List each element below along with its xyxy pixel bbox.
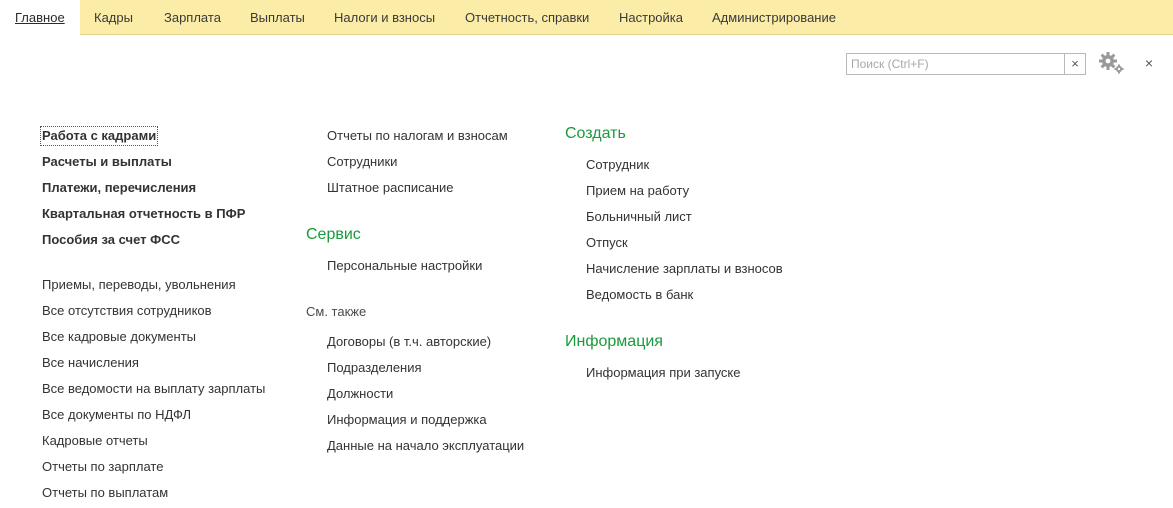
tab-vyplaty[interactable]: Выплаты (250, 10, 305, 25)
link-create-vedomost-v-bank[interactable]: Ведомость в банк (586, 287, 694, 302)
link-dolzhnosti[interactable]: Должности (327, 386, 394, 401)
tab-glavnoe[interactable]: Главное (0, 0, 80, 36)
tab-zarplata[interactable]: Зарплата (164, 10, 221, 25)
link-otchety-po-nalogam[interactable]: Отчеты по налогам и взносам (327, 128, 508, 143)
link-create-nachislenie-zarplaty[interactable]: Начисление зарплаты и взносов (586, 261, 783, 276)
link-otchety-po-vyplatam[interactable]: Отчеты по выплатам (42, 485, 169, 500)
link-informatsiya-pri-zapuske[interactable]: Информация при запуске (586, 365, 741, 380)
link-priemy-perevody[interactable]: Приемы, переводы, увольнения (42, 277, 236, 292)
link-informatsiya-i-podderzhka[interactable]: Информация и поддержка (327, 412, 487, 427)
link-vse-dokumenty-ndfl[interactable]: Все документы по НДФЛ (42, 407, 192, 422)
search-box (846, 53, 1065, 75)
link-vse-otsutstviya[interactable]: Все отсутствия сотрудников (42, 303, 212, 318)
link-create-otpusk[interactable]: Отпуск (586, 235, 628, 250)
clear-icon[interactable]: × (1064, 53, 1086, 75)
link-create-bolnichnyy-list[interactable]: Больничный лист (586, 209, 692, 224)
link-rabota-s-kadrami[interactable]: Работа с кадрами (42, 128, 157, 143)
group-title-sm-takzhe: См. также (306, 304, 367, 319)
link-sotrudniki[interactable]: Сотрудники (327, 154, 398, 169)
tab-otchetnost-spravki[interactable]: Отчетность, справки (465, 10, 590, 25)
tab-nastroyka[interactable]: Настройка (619, 10, 683, 25)
tab-kadry[interactable]: Кадры (94, 10, 133, 25)
link-kadrovye-otchety[interactable]: Кадровые отчеты (42, 433, 148, 448)
group-title-informatsiya: Информация (565, 333, 663, 350)
link-raschety-i-vyplaty[interactable]: Расчеты и выплаты (42, 154, 172, 169)
link-vse-vedomosti[interactable]: Все ведомости на выплату зарплаты (42, 381, 266, 396)
link-personalnye-nastroyki[interactable]: Персональные настройки (327, 258, 483, 273)
tab-administrirovanie[interactable]: Администрирование (712, 10, 836, 25)
search-input[interactable] (847, 54, 1064, 74)
group-title-sozdat: Создать (565, 125, 626, 142)
close-icon[interactable]: × (1144, 55, 1154, 71)
link-vse-kadrovye-dokumenty[interactable]: Все кадровые документы (42, 329, 197, 344)
link-dogovory[interactable]: Договоры (в т.ч. авторские) (327, 334, 492, 349)
group-title-servis: Сервис (306, 226, 361, 243)
link-kvartalnaya-otchetnost-pfr[interactable]: Квартальная отчетность в ПФР (42, 206, 246, 221)
link-vse-nachisleniya[interactable]: Все начисления (42, 355, 139, 370)
link-otchety-po-zarplate[interactable]: Отчеты по зарплате (42, 459, 164, 474)
link-posobiya-fss[interactable]: Пособия за счет ФСС (42, 232, 180, 247)
link-shtatnoe-raspisanie[interactable]: Штатное расписание (327, 180, 454, 195)
link-dannye-na-nachalo[interactable]: Данные на начало эксплуатации (327, 438, 525, 453)
link-podrazdeleniya[interactable]: Подразделения (327, 360, 422, 375)
link-create-sotrudnik[interactable]: Сотрудник (586, 157, 650, 172)
tab-nalogi-i-vznosy[interactable]: Налоги и взносы (334, 10, 436, 25)
link-create-priem-na-rabotu[interactable]: Прием на работу (586, 183, 690, 198)
section-panel (0, 0, 1173, 35)
link-platezhi-perechisleniya[interactable]: Платежи, перечисления (42, 180, 197, 195)
gear-icon[interactable] (1097, 51, 1127, 75)
